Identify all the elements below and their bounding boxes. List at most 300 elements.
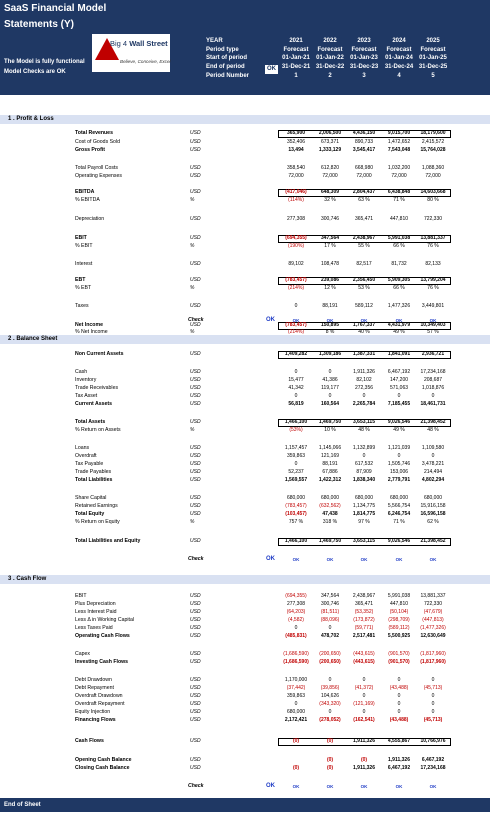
period-num: 1 <box>294 72 298 79</box>
value-cell[interactable]: 668,980 <box>354 165 374 171</box>
value-cell[interactable]: 5,991,038 <box>387 235 411 241</box>
value-cell[interactable]: 6,467,192 <box>421 757 445 763</box>
value-cell[interactable]: 80 % <box>427 197 439 203</box>
value-cell[interactable]: 0 <box>431 677 435 683</box>
value-cell[interactable]: 318 % <box>322 519 338 525</box>
table-row <box>0 147 490 154</box>
value-cell[interactable]: (443,615) <box>353 651 375 657</box>
row-unit: USD <box>190 322 201 328</box>
value-cell[interactable]: 1,109,580 <box>421 445 445 451</box>
row-label: % EBT <box>75 285 92 291</box>
value-cell[interactable]: (447,813) <box>422 617 444 623</box>
value-cell[interactable]: 63 % <box>358 197 370 203</box>
value-cell[interactable]: 3,545,417 <box>352 147 376 153</box>
row-unit: USD <box>190 511 201 517</box>
value-cell[interactable]: (114%) <box>288 197 304 203</box>
table-row <box>0 197 490 204</box>
table-row <box>0 461 490 468</box>
value-cell[interactable]: 4,436,150 <box>352 130 376 136</box>
table-row <box>0 243 490 250</box>
value-cell[interactable]: 7,185,455 <box>387 401 411 407</box>
value-cell[interactable]: (173,872) <box>353 617 375 623</box>
value-cell[interactable]: (214%) <box>287 285 305 291</box>
value-cell[interactable]: 358,540 <box>286 165 306 171</box>
value-cell[interactable]: 55 % <box>358 243 370 249</box>
value-cell[interactable]: 2,936,721 <box>421 351 445 357</box>
value-cell[interactable]: 478,702 <box>320 633 340 639</box>
value-cell[interactable]: (0) <box>292 738 300 744</box>
value-cell[interactable]: 0 <box>328 677 332 683</box>
period-year: 2021 <box>289 38 303 44</box>
value-cell[interactable]: 208,687 <box>423 377 443 383</box>
table-row <box>0 709 490 716</box>
value-cell[interactable]: 1,018,876 <box>421 385 445 391</box>
value-cell[interactable]: 0 <box>362 709 366 715</box>
value-cell[interactable]: 1,911,326 <box>353 369 375 375</box>
value-cell[interactable]: (50,104) <box>389 609 409 615</box>
value-cell[interactable]: 1,469,750 <box>318 538 342 544</box>
value-cell[interactable]: (200,650) <box>319 659 341 665</box>
value-cell[interactable]: (417,046) <box>285 189 307 195</box>
value-cell[interactable]: 147,200 <box>389 377 409 383</box>
value-cell[interactable]: 81,732 <box>391 261 407 267</box>
value-cell[interactable]: (694,355) <box>285 235 307 241</box>
value-cell[interactable]: 72,000 <box>425 173 441 179</box>
value-cell[interactable]: (200,650) <box>319 651 341 657</box>
value-cell[interactable]: 0 <box>431 393 435 399</box>
value-cell[interactable]: 0 <box>294 303 298 309</box>
value-cell[interactable]: 18,461,731 <box>420 401 446 407</box>
period-end: 31-Dec-24 <box>384 64 414 71</box>
value-cell[interactable]: 72,000 <box>322 173 338 179</box>
value-cell[interactable]: 1,466,100 <box>284 538 308 544</box>
value-cell[interactable]: 2,517,481 <box>352 633 376 639</box>
value-cell[interactable]: 10,766,976 <box>420 738 446 744</box>
value-cell[interactable]: 571,063 <box>389 385 409 391</box>
value-cell[interactable]: 6,246,754 <box>387 511 411 517</box>
value-cell[interactable]: 14,603,668 <box>420 189 446 195</box>
value-cell[interactable]: 612,820 <box>320 165 340 171</box>
period-year: 2022 <box>323 38 337 44</box>
value-cell[interactable]: 0 <box>362 393 366 399</box>
value-cell[interactable]: (901,570) <box>388 651 410 657</box>
value-cell[interactable]: 680,000 <box>389 495 409 501</box>
value-cell[interactable]: 1,814,775 <box>352 511 376 517</box>
value-cell[interactable]: 89,102 <box>288 261 304 267</box>
value-cell[interactable]: 5,566,754 <box>387 503 411 509</box>
value-cell[interactable]: 680,000 <box>423 495 443 501</box>
value-cell[interactable]: 0 <box>431 453 435 459</box>
value-cell[interactable]: 16,596,158 <box>420 511 446 517</box>
row-unit: USD <box>190 369 201 375</box>
period-type: Forecast <box>317 46 343 53</box>
value-cell[interactable]: (1,686,590) <box>283 659 309 665</box>
value-cell[interactable]: 40 % <box>358 329 370 335</box>
value-cell[interactable]: (4,582) <box>288 617 304 623</box>
value-cell[interactable]: 1,911,326 <box>353 738 375 744</box>
period-column <box>344 37 384 81</box>
value-cell[interactable]: 48 % <box>427 427 439 433</box>
value-cell[interactable]: 2,779,791 <box>387 477 411 483</box>
value-cell[interactable]: 589,112 <box>355 303 373 309</box>
row-label: Cost of Goods Sold <box>75 139 120 145</box>
value-cell[interactable]: 121,169 <box>320 453 340 459</box>
value-cell[interactable]: 680,000 <box>354 495 374 501</box>
value-cell[interactable]: 3,449,801 <box>421 303 445 309</box>
value-cell[interactable]: 277,308 <box>286 216 306 222</box>
value-cell[interactable]: 6,467,192 <box>387 369 411 375</box>
value-cell[interactable]: 15,477 <box>288 377 304 383</box>
value-cell[interactable]: 239,086 <box>320 277 340 283</box>
row-label: Net Income <box>75 322 103 328</box>
value-cell[interactable]: 0 <box>362 693 366 699</box>
row-unit: USD <box>190 469 201 475</box>
value-cell[interactable]: (121,169) <box>353 701 375 707</box>
value-cell[interactable]: 4,555,867 <box>387 738 411 744</box>
value-cell[interactable]: 0 <box>362 453 366 459</box>
value-cell[interactable]: 722,330 <box>423 216 443 222</box>
value-cell[interactable]: (0) <box>326 738 334 744</box>
value-cell[interactable]: (0) <box>326 757 334 763</box>
value-cell[interactable]: 0 <box>397 677 401 683</box>
value-cell[interactable]: 0 <box>328 709 332 715</box>
value-cell[interactable]: 1,333,129 <box>318 147 342 153</box>
value-cell[interactable]: (1,477,326) <box>420 625 446 631</box>
value-cell[interactable]: 21,398,452 <box>420 538 446 544</box>
value-cell[interactable]: 1,032,200 <box>387 165 411 171</box>
value-cell[interactable]: 1,409,282 <box>284 351 308 357</box>
row-label: EBIT <box>75 235 87 241</box>
value-cell[interactable]: 0 <box>294 369 298 375</box>
value-cell[interactable]: 722,330 <box>423 601 443 607</box>
value-cell[interactable]: 1,132,899 <box>352 445 376 451</box>
table-row <box>0 377 490 384</box>
value-cell[interactable]: (162,541) <box>353 717 375 723</box>
period-start: 01-Jan-21 <box>282 55 310 62</box>
value-cell[interactable]: 890,733 <box>354 139 374 145</box>
table-row <box>0 495 490 502</box>
value-cell[interactable]: 365,900 <box>286 130 306 136</box>
check-row <box>0 783 490 790</box>
value-cell[interactable]: 56,819 <box>288 401 304 407</box>
value-cell[interactable]: 447,810 <box>389 601 409 607</box>
value-cell[interactable]: 71 % <box>393 197 405 203</box>
row-label: EBIT <box>75 593 87 599</box>
value-cell[interactable]: (0) <box>292 765 300 771</box>
value-cell[interactable]: 3,478,221 <box>421 461 445 467</box>
value-cell[interactable]: 1,422,312 <box>318 477 342 483</box>
row-label: Tax Payable <box>75 461 104 467</box>
value-cell[interactable]: 0 <box>328 369 332 375</box>
period-type: Forecast <box>386 46 412 53</box>
value-cell[interactable]: 0 <box>431 693 435 699</box>
value-cell[interactable]: 0 <box>397 693 401 699</box>
value-cell[interactable]: 4,431,979 <box>387 322 411 328</box>
value-cell[interactable]: 104,626 <box>320 693 340 699</box>
value-cell[interactable]: 71 % <box>393 519 405 525</box>
value-cell[interactable]: (214%) <box>287 329 305 335</box>
value-cell[interactable]: (1,686,590) <box>283 651 309 657</box>
row-label: Total Liabilities <box>75 477 113 483</box>
table-row <box>0 393 490 400</box>
value-cell[interactable]: 2,265,784 <box>352 401 376 407</box>
value-cell[interactable]: 52,237 <box>288 469 304 475</box>
check-cell: OK <box>429 557 437 562</box>
value-cell[interactable]: (103,457) <box>285 511 307 517</box>
value-cell[interactable]: 5,909,305 <box>387 277 411 283</box>
value-cell[interactable]: (81,511) <box>320 609 340 615</box>
value-cell[interactable]: 2,438,967 <box>352 235 376 241</box>
value-cell[interactable]: 347,564 <box>320 593 340 599</box>
value-cell[interactable]: 4,802,294 <box>421 477 445 483</box>
value-cell[interactable]: 0 <box>294 701 298 707</box>
value-cell[interactable]: 15,764,028 <box>420 147 446 153</box>
value-cell[interactable]: 49 % <box>393 427 405 433</box>
value-cell[interactable]: 1,841,091 <box>387 351 411 357</box>
value-cell[interactable]: 47,438 <box>322 511 338 517</box>
value-cell[interactable]: 8 % <box>325 329 335 335</box>
value-cell[interactable]: 82,133 <box>425 261 441 267</box>
row-label: Current Assets <box>75 401 112 407</box>
value-cell[interactable]: 1,569,557 <box>284 477 308 483</box>
value-cell[interactable]: (901,570) <box>388 659 410 665</box>
value-cell[interactable]: 0 <box>294 625 298 631</box>
value-cell[interactable]: 0 <box>431 709 435 715</box>
value-cell[interactable]: 88,191 <box>322 303 338 309</box>
value-cell[interactable]: 10 % <box>324 427 336 433</box>
value-cell[interactable]: 72,000 <box>391 173 407 179</box>
value-cell[interactable]: (298,709) <box>388 617 410 623</box>
value-cell[interactable]: 13,799,204 <box>420 277 446 283</box>
value-cell[interactable]: 88,191 <box>322 461 338 467</box>
period-num: 5 <box>431 72 435 79</box>
check-cell: OK <box>360 557 368 562</box>
value-cell[interactable]: 0 <box>328 393 332 399</box>
value-cell[interactable]: 1,309,186 <box>318 351 342 357</box>
value-cell[interactable]: 5,991,038 <box>387 593 411 599</box>
value-cell[interactable]: 1,911,326 <box>353 765 375 771</box>
value-cell[interactable]: 648,309 <box>320 189 340 195</box>
value-cell[interactable]: (589,112) <box>388 625 410 631</box>
value-cell[interactable]: 9,026,546 <box>387 419 411 425</box>
value-cell[interactable]: (41,372) <box>354 685 374 691</box>
row-label: % Return on Assets <box>75 427 121 433</box>
value-cell[interactable]: (443,615) <box>353 659 375 665</box>
value-cell[interactable]: (88,096) <box>320 617 340 623</box>
value-cell[interactable]: 18,179,600 <box>420 130 446 136</box>
value-cell[interactable]: 277,308 <box>286 601 306 607</box>
value-cell[interactable]: 1,477,326 <box>387 303 411 309</box>
value-cell[interactable]: 680,000 <box>320 495 340 501</box>
value-cell[interactable]: 87,909 <box>356 469 372 475</box>
value-cell[interactable]: 82,102 <box>356 377 372 383</box>
value-cell[interactable]: (1,817,960) <box>420 651 446 657</box>
value-cell[interactable]: (47,679) <box>423 609 443 615</box>
value-cell[interactable]: 1,469,750 <box>318 419 342 425</box>
value-cell[interactable]: 0 <box>362 677 366 683</box>
value-cell[interactable]: 12 % <box>324 285 336 291</box>
value-cell[interactable]: (783,457) <box>285 322 307 328</box>
table-row <box>0 453 490 460</box>
value-cell[interactable]: (278,052) <box>319 717 341 723</box>
value-cell[interactable]: 0 <box>431 701 435 707</box>
value-cell[interactable]: 15,916,158 <box>420 503 446 509</box>
value-cell[interactable]: 2,804,437 <box>352 189 376 195</box>
value-cell[interactable]: 12,630,649 <box>420 633 446 639</box>
row-unit: USD <box>190 685 201 691</box>
value-cell[interactable]: 2,006,500 <box>318 130 342 136</box>
value-cell[interactable]: 17,234,168 <box>420 765 446 771</box>
value-cell[interactable]: 2,172,421 <box>284 717 308 723</box>
value-cell[interactable]: 300,746 <box>320 216 340 222</box>
value-cell[interactable]: 17 % <box>324 243 336 249</box>
value-cell[interactable]: (43,488) <box>389 685 409 691</box>
value-cell[interactable]: 272,356 <box>354 385 374 391</box>
value-cell[interactable]: (43,488) <box>389 717 409 723</box>
value-cell[interactable]: 76 % <box>427 243 439 249</box>
value-cell[interactable]: 1,767,337 <box>352 322 376 328</box>
value-cell[interactable]: 49 % <box>393 329 405 335</box>
check-status: OK <box>266 556 275 562</box>
value-cell[interactable]: 3,653,115 <box>353 538 375 544</box>
value-cell[interactable]: 13,881,337 <box>420 593 446 599</box>
value-cell[interactable]: (632,562) <box>319 503 341 509</box>
value-cell[interactable]: (485,831) <box>285 633 307 639</box>
value-cell[interactable]: 447,810 <box>389 216 409 222</box>
value-cell[interactable]: 1,911,326 <box>388 757 410 763</box>
value-cell[interactable]: 2,415,572 <box>421 139 445 145</box>
value-cell[interactable]: 673,371 <box>320 139 340 145</box>
value-cell[interactable]: (45,713) <box>423 685 443 691</box>
value-cell[interactable]: (39,856) <box>320 685 340 691</box>
value-cell[interactable]: 0 <box>397 453 401 459</box>
value-cell[interactable]: 153,006 <box>389 469 409 475</box>
value-cell[interactable]: (53%) <box>289 427 303 433</box>
value-cell[interactable]: 680,000 <box>286 495 306 501</box>
value-cell[interactable]: 757 % <box>288 519 304 525</box>
value-cell[interactable]: 359,863 <box>286 453 306 459</box>
value-cell[interactable]: 0 <box>397 709 401 715</box>
value-cell[interactable]: (37,442) <box>286 685 306 691</box>
value-cell[interactable]: 76 % <box>427 285 439 291</box>
value-cell[interactable]: 2,356,450 <box>352 277 376 283</box>
value-cell[interactable]: (59,771) <box>354 625 374 631</box>
value-cell[interactable]: 1,505,746 <box>387 461 411 467</box>
value-cell[interactable]: 13,881,337 <box>420 235 446 241</box>
row-unit: USD <box>190 401 201 407</box>
period-end: 31-Dec-22 <box>315 64 345 71</box>
value-cell[interactable]: 17,234,168 <box>420 369 446 375</box>
value-cell[interactable]: 41,386 <box>322 377 338 383</box>
value-cell[interactable]: 0 <box>328 625 332 631</box>
value-cell[interactable]: 617,532 <box>354 461 374 467</box>
value-cell[interactable]: 108,478 <box>320 261 340 267</box>
value-cell[interactable]: 680,000 <box>286 709 306 715</box>
value-cell[interactable]: 6,467,192 <box>387 765 411 771</box>
value-cell[interactable]: 66 % <box>393 285 405 291</box>
value-cell[interactable]: (45,713) <box>423 717 443 723</box>
value-cell[interactable]: 13,494 <box>288 147 304 153</box>
value-cell[interactable]: (53,352) <box>354 609 374 615</box>
row-unit: USD <box>190 147 201 153</box>
value-cell[interactable]: 32 % <box>324 197 336 203</box>
value-cell[interactable]: 0 <box>294 393 298 399</box>
value-cell[interactable]: (343,320) <box>319 701 341 707</box>
value-cell[interactable]: 1,472,652 <box>387 139 411 145</box>
value-cell[interactable]: 82,517 <box>356 261 372 267</box>
value-cell[interactable]: 10,349,403 <box>420 322 446 328</box>
value-cell[interactable]: 57 % <box>427 329 439 335</box>
value-cell[interactable]: 1,838,340 <box>352 477 376 483</box>
value-cell[interactable]: 0 <box>294 461 298 467</box>
value-cell[interactable]: 1,134,775 <box>352 503 376 509</box>
value-cell[interactable]: 0 <box>397 393 401 399</box>
value-cell[interactable]: 300,746 <box>320 601 340 607</box>
value-cell[interactable]: 365,471 <box>354 216 374 222</box>
table-row <box>0 503 490 510</box>
value-cell[interactable]: 365,471 <box>354 601 374 607</box>
value-cell[interactable]: 150,895 <box>320 322 340 328</box>
value-cell[interactable]: 62 % <box>427 519 439 525</box>
value-cell[interactable]: (1,817,960) <box>420 659 446 665</box>
value-cell[interactable]: (694,355) <box>285 593 307 599</box>
table-row <box>0 303 490 310</box>
value-cell[interactable]: 66 % <box>393 243 405 249</box>
value-cell[interactable]: 9,015,700 <box>387 130 411 136</box>
value-cell[interactable]: 97 % <box>358 519 370 525</box>
value-cell[interactable]: 1,466,100 <box>284 419 308 425</box>
value-cell[interactable]: 1,157,457 <box>284 445 308 451</box>
value-cell[interactable]: 0 <box>397 701 401 707</box>
value-cell[interactable]: (64,203) <box>286 609 306 615</box>
value-cell[interactable]: (0) <box>360 757 368 763</box>
value-cell[interactable]: 347,564 <box>320 235 340 241</box>
value-cell[interactable]: 1,387,331 <box>352 351 376 357</box>
value-cell[interactable]: 72,000 <box>356 173 372 179</box>
value-cell[interactable]: 21,398,452 <box>420 419 446 425</box>
period-column <box>413 37 453 81</box>
check-cell: OK <box>326 318 334 323</box>
table-row <box>0 701 490 708</box>
value-cell[interactable]: (190%) <box>287 243 305 249</box>
value-cell[interactable]: 41,342 <box>288 385 304 391</box>
table-row <box>0 538 490 545</box>
value-cell[interactable]: 67,886 <box>322 469 338 475</box>
value-cell[interactable]: 160,564 <box>320 401 340 407</box>
value-cell[interactable]: 214,494 <box>423 469 443 475</box>
value-cell[interactable]: 1,088,360 <box>421 165 445 171</box>
value-cell[interactable]: 1,170,000 <box>284 677 308 683</box>
value-cell[interactable]: (0) <box>326 765 334 771</box>
value-cell[interactable]: 48 % <box>358 427 370 433</box>
value-cell[interactable]: (783,457) <box>285 277 307 283</box>
value-cell[interactable]: 119,177 <box>321 385 339 391</box>
value-cell[interactable]: 53 % <box>358 285 370 291</box>
value-cell[interactable]: 352,406 <box>286 139 306 145</box>
value-cell[interactable]: 359,863 <box>286 693 306 699</box>
value-cell[interactable]: 1,121,039 <box>387 445 411 451</box>
value-cell[interactable]: 2,438,967 <box>352 593 376 599</box>
value-cell[interactable]: 6,438,848 <box>387 189 411 195</box>
value-cell[interactable]: 7,543,048 <box>387 147 411 153</box>
table-row <box>0 189 490 196</box>
value-cell[interactable]: 3,653,115 <box>353 419 375 425</box>
value-cell[interactable]: 72,000 <box>288 173 304 179</box>
value-cell[interactable]: 5,500,925 <box>387 633 411 639</box>
value-cell[interactable]: 1,145,066 <box>318 445 342 451</box>
value-cell[interactable]: 9,026,546 <box>387 538 411 544</box>
value-cell[interactable]: (783,457) <box>285 503 307 509</box>
